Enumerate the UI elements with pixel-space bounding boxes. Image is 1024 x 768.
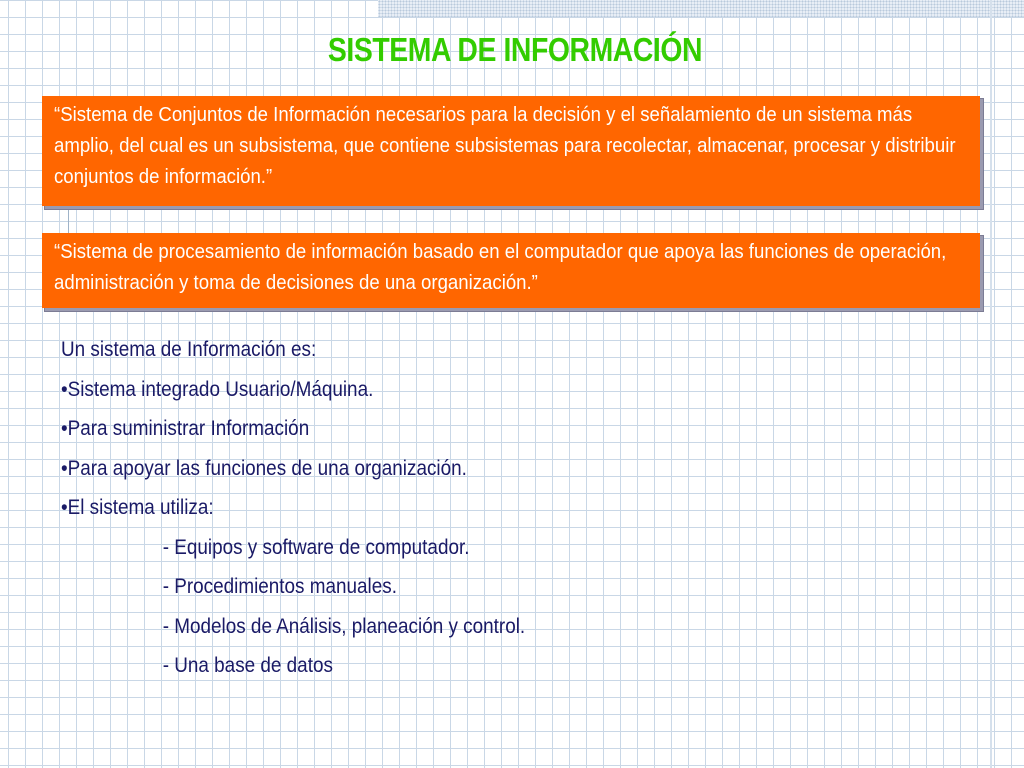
definition-text-1: “Sistema de Conjuntos de Información necesarios para la decisión y el señalamiento de un sistema más amplio, del cual es un subsistema, que contiene subsistemas para recolectar, almacenar, procesar y distribuir conjuntos de información.” [54,104,956,188]
characteristics-list [61,330,577,686]
sub-list-item: - Procedimientos manuales. [162,575,397,598]
list-item: •El sistema utiliza: [61,496,214,519]
left-margin-tick [68,205,69,235]
right-margin-rule [990,0,992,768]
definition-box-2 [42,233,980,308]
list-item: •Sistema integrado Usuario/Máquina. [61,377,374,401]
list-intro: Un sistema de Información es: [61,338,317,361]
sub-list-item: - Equipos y software de computador. [162,535,470,559]
definition-box-1 [42,96,980,206]
list-item: •Para suministrar Información [61,417,310,440]
header-pattern-band [378,0,1024,18]
sub-list-item: - Modelos de Análisis, planeación y control. [162,614,526,638]
sub-list-item: - Una base de datos [162,654,333,677]
list-item: •Para apoyar las funciones de una organización. [61,456,467,480]
definition-text-2: “Sistema de procesamiento de información basado en el computador que apoya las funciones de operación, administración y toma de decisiones de una organización.” [54,241,947,294]
slide-title: SISTEMA DE INFORMACIÓN [327,31,703,68]
